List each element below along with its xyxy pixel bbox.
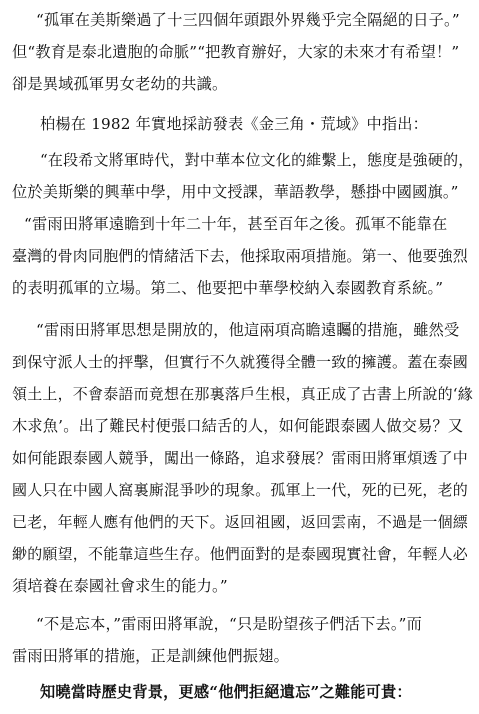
text-line: 木求魚’。出了難民村便張口結舌的人，如何能跟泰國人做交易？又 [12, 417, 464, 435]
text-line: 須培養在泰國社會求生的能力。” [12, 577, 228, 595]
text-line: “雷雨田將軍遠瞻到十年二十年，甚至百年之後。孤軍不能靠在 [24, 215, 448, 233]
text-line: 緲的願望，不能靠這些生存。他們面對的是泰國現實社會，年輕人必 [12, 545, 469, 563]
text-line: 但“教育是泰北遺胞的命脈”“把教育辦好，大家的未來才有希望！” [12, 43, 460, 61]
text-line: “不是忘本，”雷雨田將軍說，“只是盼望孩子們活下去。”而 [36, 615, 422, 633]
text-line: 領土上，不會泰語而竟想在那裏落戶生根，真正成了古書上所說的‘緣 [12, 385, 473, 403]
text-line: 的表明孤軍的立場。第二、他要把中華學校納入泰國教育系統。” [12, 279, 444, 297]
text-line: 臺灣的骨肉同胞們的情緒活下去，他採取兩項措施。第一、他要強烈 [12, 247, 469, 265]
text-line: 雷雨田將軍的措施，正是訓練他們振翅。 [12, 647, 289, 665]
text-line: 卻是異域孤軍男女老幼的共識。 [12, 75, 228, 93]
text-line: “孤軍在美斯樂過了十三四個年頭跟外界幾乎完全隔絕的日子。” [36, 11, 460, 29]
text-line: 位於美斯樂的興華中學，用中文授課，華語教學，懸掛中國國旗。” [12, 183, 459, 201]
text-line: 國人只在中國人窩裏廝混爭吵的現象。孤軍上一代，死的已死，老的 [12, 481, 469, 499]
text-line: 柏楊在 1982 年實地採訪發表《金三角・荒域》中指出： [40, 115, 429, 133]
text-line: 如何能跟泰國人競爭，闖出一條路，追求發展？雷雨田將軍煩透了中 [12, 449, 469, 467]
text-line: 到保守派人士的抨擊，但實行不久就獲得全體一致的擁護。蓋在泰國 [12, 353, 469, 371]
text-line: 已老，年輕人應有他們的天下。返回祖國，返回雲南，不過是一個縹 [12, 513, 469, 531]
text-line: “在段希文將軍時代，對中華本位文化的維繫上，態度是強硬的， [40, 151, 474, 169]
text-line-bold: 知曉當時歷史背景，更感“他們拒絕遺忘”之難能可貴： [40, 683, 412, 701]
text-line: “雷雨田將軍思想是開放的，他這兩項高瞻遠矚的措施，雖然受 [36, 321, 460, 339]
